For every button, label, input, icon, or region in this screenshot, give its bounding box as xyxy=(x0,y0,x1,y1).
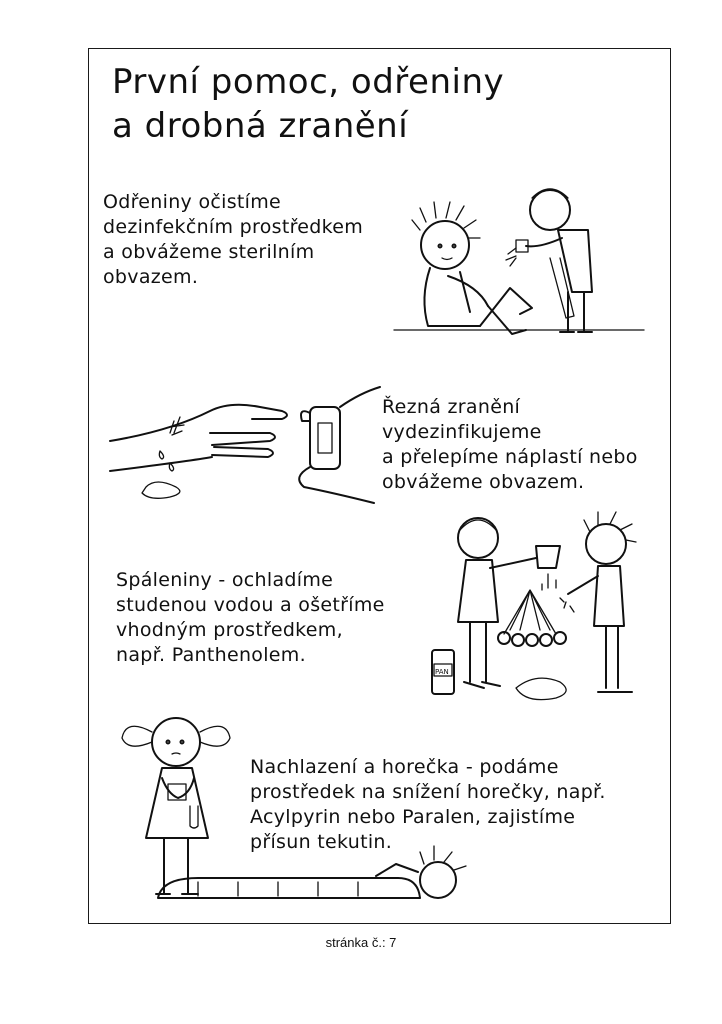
cut-illustration xyxy=(110,383,380,513)
fever-illustration xyxy=(118,712,498,912)
bottle-label: PAN xyxy=(435,668,449,676)
page-title: První pomoc, odřeniny a drobná zranění xyxy=(112,62,505,146)
page-number: stránka č.: 7 xyxy=(325,935,397,950)
burn-illustration xyxy=(420,510,650,710)
section-abrasions-text: Odřeniny očistíme dezinfekčním prostředkem a obvážeme sterilním obvazem. xyxy=(103,191,364,288)
abrasion-illustration xyxy=(390,180,650,350)
section-cuts-text: Řezná zranění vydezinfikujeme a přelepíme náplastí nebo obvážeme obvazem. xyxy=(382,396,638,493)
section-burns-text: Spáleniny - ochladíme studenou vodou a ošetříme vhodným prostředkem, např. Panthenolem. xyxy=(116,569,385,666)
section-fever-text: Nachlazení a horečka - podáme prostředek na snížení horečky, např. Acylpyrin nebo Paralen, zajistíme přísun tekutin. xyxy=(250,756,606,853)
